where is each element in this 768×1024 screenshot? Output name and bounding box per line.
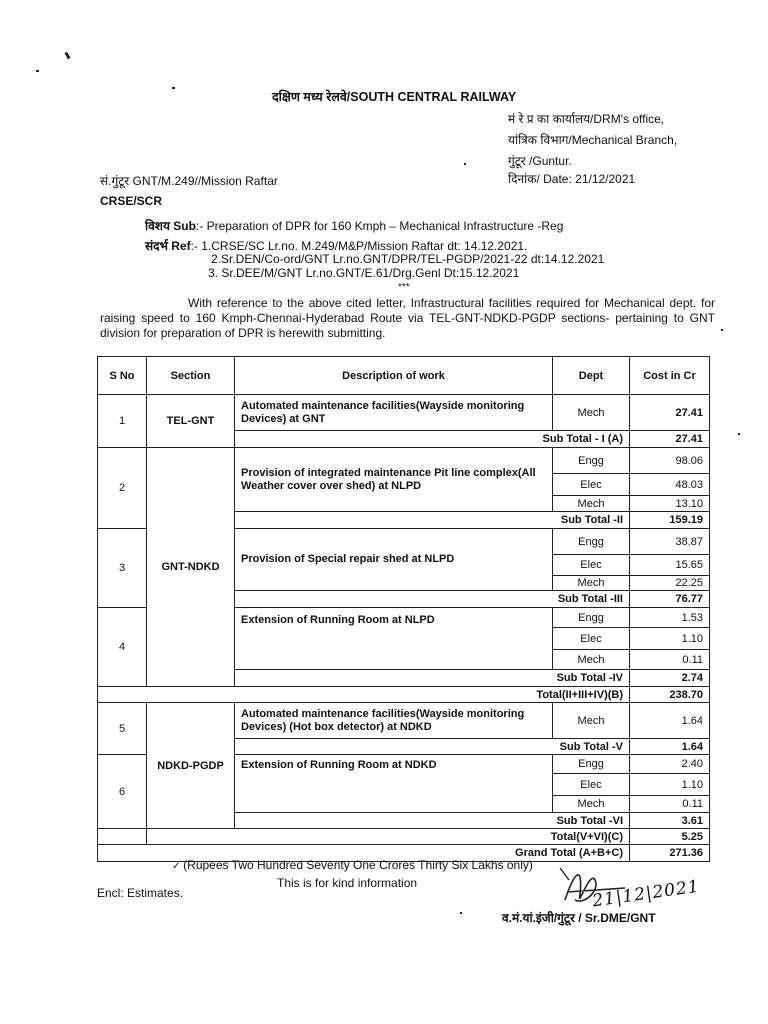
cost-cell: 27.41 — [630, 395, 710, 431]
header-sno: S No — [98, 357, 147, 395]
table-header-row — [98, 357, 710, 395]
header-cost: Cost in Cr — [630, 357, 710, 395]
table-row — [98, 395, 710, 431]
signatory-designation: व.मं.यां.इंजी/गुंटूर / Sr.DME/GNT — [502, 911, 656, 925]
reference-item-1: :- 1.CRSE/SC Lr.no. M.249/M&P/Mission Raftar dt: 14.12.2021. — [190, 239, 528, 253]
sno-cell: 3 — [98, 529, 147, 608]
sno-cell: 4 — [98, 608, 147, 687]
cost-cell: 2.40 — [630, 755, 710, 774]
sno-cell: 1 — [98, 395, 147, 448]
description-cell: Extension of Running Room at NDKD — [235, 755, 553, 813]
dept-cell: Mech — [553, 796, 630, 813]
cost-cell: 98.06 — [630, 448, 710, 474]
sno-cell: 6 — [98, 755, 147, 829]
table-row — [98, 703, 710, 739]
cost-cell: 1.10 — [630, 774, 710, 796]
cost-cell: 1.10 — [630, 628, 710, 650]
description-cell: Provision of Special repair shed at NLPD — [235, 529, 553, 591]
office-line-2: यांत्रिक विभाग/Mechanical Branch, — [508, 133, 678, 147]
dept-cell: Engg — [553, 608, 630, 628]
subtotal-value: 1.64 — [630, 739, 710, 755]
total-b-value: 238.70 — [630, 687, 710, 703]
section-cell: TEL-GNT — [147, 395, 235, 448]
cost-cell: 13.10 — [630, 496, 710, 512]
cost-cell: 15.65 — [630, 555, 710, 576]
dept-cell: Mech — [553, 650, 630, 670]
empty-cell — [98, 829, 147, 845]
scan-speck — [64, 52, 70, 60]
dept-cell: Engg — [553, 448, 630, 474]
subtotal-label: Sub Total -III — [235, 591, 630, 608]
dept-cell: Mech — [553, 496, 630, 512]
table-row — [98, 448, 710, 474]
office-line-1: मं रे प्र का कार्यालय/DRM's office, — [508, 112, 665, 126]
section-cell: GNT-NDKD — [147, 448, 235, 687]
letter-date: दिनांक/ Date: 21/12/2021 — [508, 172, 636, 186]
subtotal-label: Sub Total -V — [235, 739, 630, 755]
cost-cell: 1.64 — [630, 703, 710, 739]
scan-speck — [460, 912, 462, 914]
amount-in-words-text: (Rupees Two Hundred Seventy One Crores Thirty Six Lakhs only) — [183, 858, 533, 872]
body-paragraph — [100, 296, 715, 341]
separator-stars: *** — [398, 282, 410, 293]
letter-title: दक्षिण मध्य रेलवे/SOUTH CENTRAL RAILWAY — [272, 90, 517, 104]
subtotal-label: Sub Total -VI — [235, 813, 630, 829]
subtotal-value: 27.41 — [630, 431, 710, 448]
subject-line — [145, 217, 563, 234]
reference-item-3: 3. Sr.DEE/M/GNT Lr.no.GNT/E.61/Drg.Genl Dt:15.12.2021 — [208, 266, 520, 280]
description-cell: Automated maintenance facilities(Wayside monitoring Devices) (Hot box detector) at NDKD — [235, 703, 553, 739]
sno-cell: 2 — [98, 448, 147, 529]
total-c-value: 5.25 — [630, 829, 710, 845]
dept-cell: Elec — [553, 555, 630, 576]
total-b-row — [98, 687, 710, 703]
dept-cell: Mech — [553, 395, 630, 431]
dept-cell: Engg — [553, 755, 630, 774]
total-c-row — [98, 829, 710, 845]
enclosure-note: Encl: Estimates. — [97, 886, 184, 900]
scan-speck — [464, 163, 466, 165]
total-b-label: Total(II+III+IV)(B) — [98, 687, 630, 703]
cost-table — [97, 356, 710, 862]
dept-cell: Mech — [553, 703, 630, 739]
bullet-mark: ✓ — [172, 861, 184, 872]
office-line-3: गुंटूर /Guntur. — [508, 154, 572, 168]
info-line: This is for kind information — [277, 876, 418, 890]
body-text: With reference to the above cited letter, Infrastructural facilities required for Mechanical dept. for raising speed to 160 Kmph-Chennai-Hyderabad Route via TEL-GNT-NDKD-PGDP sections- pertaining to GNT division for preparation of DPR is herewith submitting. — [100, 296, 715, 340]
grand-total-label: Grand Total (A+B+C) — [98, 845, 630, 862]
subject-text: :- Preparation of DPR for 160 Kmph – Mechanical Infrastructure -Reg — [195, 219, 564, 233]
dept-cell: Elec — [553, 474, 630, 496]
subtotal-value: 159.19 — [630, 512, 710, 529]
section-cell: NDKD-PGDP — [147, 703, 235, 829]
reference-item-2: 2.Sr.DEN/Co-ord/GNT Lr.no.GNT/DPR/TEL-PGDP/2021-22 dt:14.12.2021 — [211, 252, 605, 266]
scan-speck — [36, 70, 39, 72]
description-cell: Provision of integrated maintenance Pit line complex(All Weather cover over shed) at NLPD — [235, 448, 553, 512]
subtotal-value: 3.61 — [630, 813, 710, 829]
amount-in-words — [172, 858, 533, 872]
subtotal-value: 2.74 — [630, 670, 710, 687]
header-section: Section — [147, 357, 235, 395]
cost-cell: 38.87 — [630, 529, 710, 555]
scan-speck — [172, 87, 175, 89]
subtotal-label: Sub Total -II — [235, 512, 630, 529]
grand-total-value: 271.36 — [630, 845, 710, 862]
header-description: Description of work — [235, 357, 553, 395]
reference-number: सं.गुंटूर GNT/M.249//Mission Raftar — [100, 174, 278, 188]
reference-label: संदर्भ Ref — [145, 239, 191, 253]
dept-cell: Engg — [553, 529, 630, 555]
cost-cell: 22.25 — [630, 576, 710, 591]
scan-speck — [738, 433, 740, 435]
description-cell: Automated maintenance facilities(Wayside monitoring Devices) at GNT — [235, 395, 553, 431]
subtotal-label: Sub Total - I (A) — [235, 431, 630, 448]
dept-cell: Mech — [553, 576, 630, 591]
cost-cell: 48.03 — [630, 474, 710, 496]
cost-cell: 1.53 — [630, 608, 710, 628]
sno-cell: 5 — [98, 703, 147, 755]
dept-cell: Elec — [553, 628, 630, 650]
cost-cell: 0.11 — [630, 796, 710, 813]
header-dept: Dept — [553, 357, 630, 395]
description-cell: Extension of Running Room at NLPD — [235, 608, 553, 670]
subject-label: विशय Sub — [145, 219, 196, 233]
dept-cell: Elec — [553, 774, 630, 796]
addressee: CRSE/SCR — [100, 194, 163, 208]
scan-speck — [721, 329, 723, 331]
subtotal-value: 76.77 — [630, 591, 710, 608]
cost-cell: 0.11 — [630, 650, 710, 670]
total-c-label: Total(V+VI)(C) — [147, 829, 630, 845]
signature-date: 21|12|2021 — [591, 876, 701, 912]
subtotal-label: Sub Total -IV — [235, 670, 630, 687]
